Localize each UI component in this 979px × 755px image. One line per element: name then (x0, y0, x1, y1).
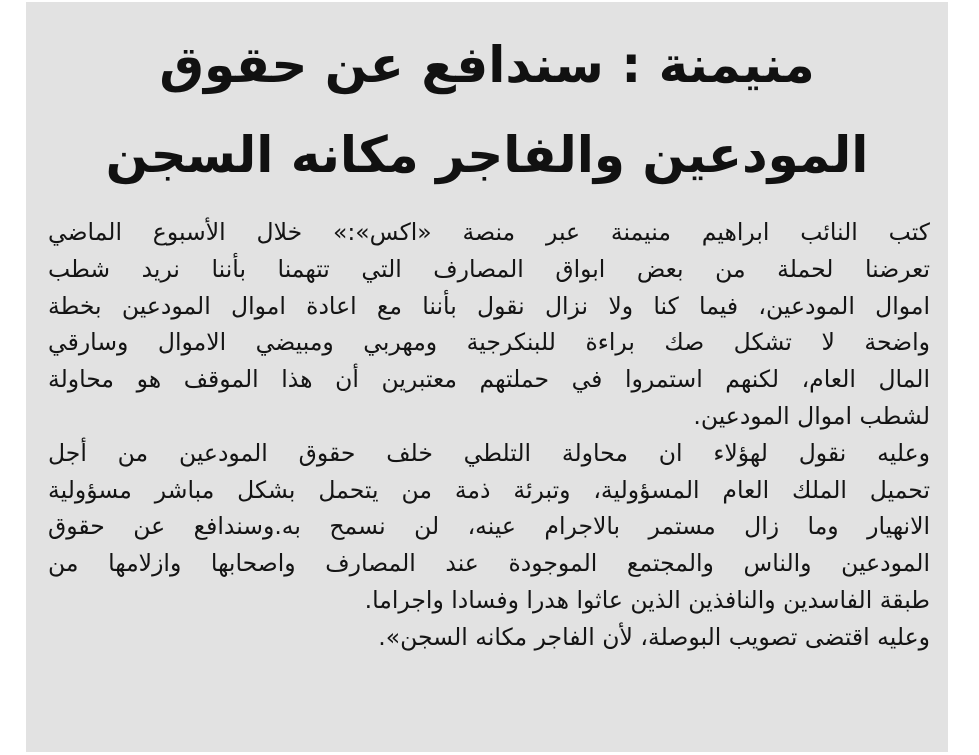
body-line: المودعين والناس والمجتمع الموجودة عند المصارف واصحابها وازلامها من (48, 549, 930, 578)
body-line: طبقة الفاسدين والنافذين الذين عاثوا هدرا وفسادا واجراما. (364, 585, 930, 614)
body-line: تعرضنا لحملة من بعض ابواق المصارف التي تتهمنا بأننا نريد شطب (48, 254, 930, 283)
article-body (48, 214, 930, 656)
body-line: كتب النائب ابراهيم منيمنة عبر منصة «اكس»:» خلال الأسبوع الماضي (48, 218, 930, 246)
body-line: وعليه اقتضى تصويب البوصلة، لأن الفاجر مكانه السجن». (378, 622, 930, 651)
body-line: لشطب اموال المودعين. (693, 401, 930, 430)
body-line: الانهيار وما زال مستمر بالاجرام عينه، لن نسمح به.وسندافع عن حقوق (48, 512, 930, 541)
headline-line-2: المودعين والفاجر مكانه السجن (105, 126, 869, 184)
body-line: اموال المودعين، فيما كنا ولا نزال نقول بأننا مع اعادة اموال المودعين بخطة (48, 291, 930, 320)
body-line: واضحة لا تشكل صك براءة للبنكرجية ومهربي ومبيضي الاموال وسارقي (48, 328, 930, 357)
body-line: تحميل الملك العام المسؤولية، وتبرئة ذمة من يتحمل بشكل مباشر مسؤولية (48, 475, 930, 504)
body-line: وعليه نقول لهؤلاء ان محاولة التلطي خلف حقوق المودعين من أجل (48, 438, 930, 467)
body-line: المال العام، لكنهم استمروا في حملتهم معتبرين أن هذا الموقف هو محاولة (48, 365, 930, 394)
headline-line-1: منيمنة : سندافع عن حقوق (159, 36, 815, 94)
article-clipping (26, 2, 948, 752)
